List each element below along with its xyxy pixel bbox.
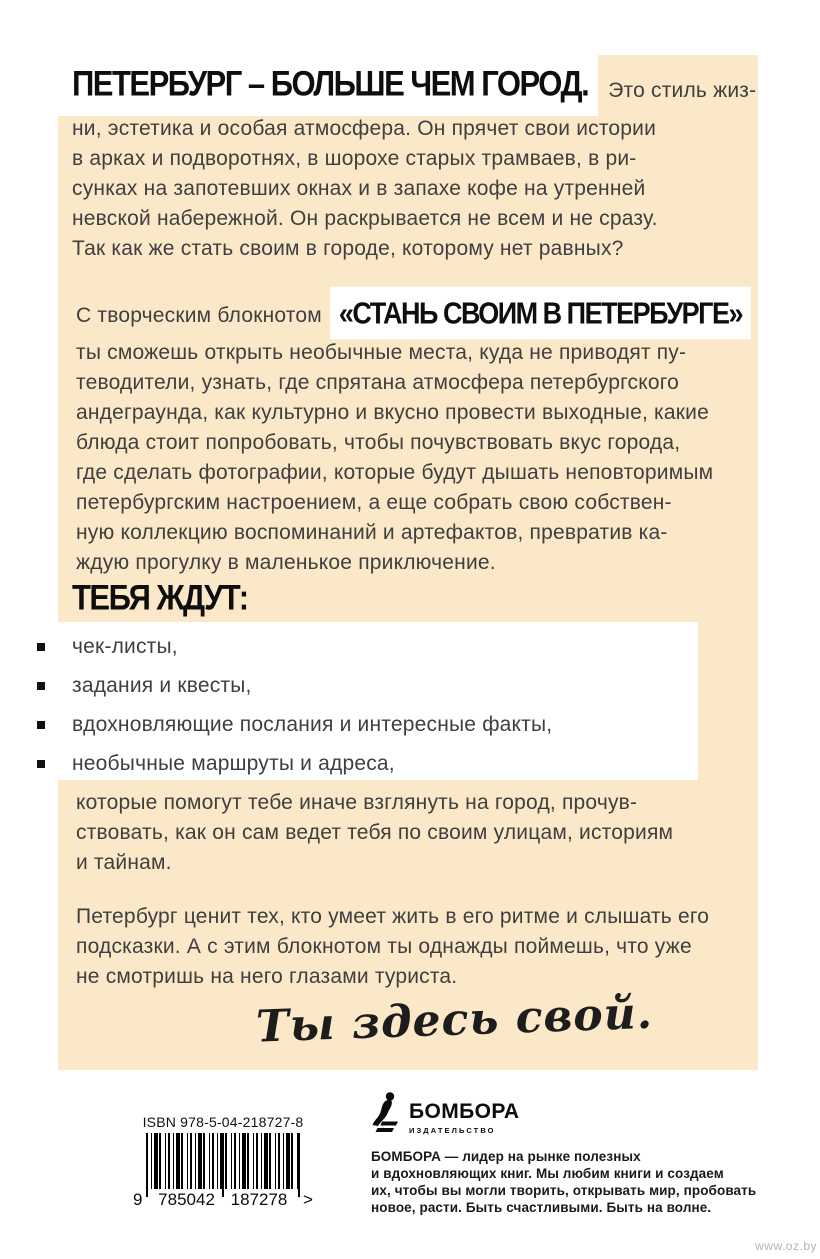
notebook-title-headline: «СТАНЬ СВОИМ В ПЕТЕРБУРГЕ»: [330, 287, 751, 339]
barcode: [146, 1133, 300, 1189]
intro-headline: ПЕТЕРБУРГ – БОЛЬШЕ ЧЕМ ГОРОД.: [58, 51, 598, 116]
p2-line: теводители, узнать, где спрятана атмосфера петербургского: [76, 371, 679, 394]
p2-line: блюда стоит попробовать, чтобы почувствовать вкус города,: [76, 431, 681, 454]
handwritten-tagline: Ты здесь свой.: [255, 987, 654, 1053]
p2-line: ную коллекцию воспоминаний и артефактов, превратив ка-: [76, 521, 668, 544]
barcode-group2: 187278: [230, 1190, 288, 1209]
p2-line: андеграунда, как культурно и вкусно провести выходные, какие: [76, 401, 709, 424]
list-item: [30, 705, 698, 744]
continuation-paragraph: [76, 788, 673, 878]
intro-line: сунках на запотевших окнах и в запахе кофе на утренней: [72, 177, 646, 200]
list-item-label: вдохновляющие послания и интересные факты,: [72, 712, 553, 736]
bullet-square-icon: [37, 760, 45, 768]
list-item-label: необычные маршруты и адреса,: [72, 751, 395, 775]
intro-line: в арках и подворотнях, в шорохе старых трамваев, в ри-: [72, 147, 637, 170]
bullet-square-icon: [37, 721, 45, 729]
barcode-guard-bar: [222, 1133, 224, 1197]
list-heading-wrap: [72, 577, 248, 618]
final-line: Петербург ценит тех, кто умеет жить в его ритме и слышать его: [76, 905, 710, 928]
intro-paragraph: [72, 114, 658, 264]
list-item-label: задания и квесты,: [72, 673, 252, 697]
publisher-block: [371, 1092, 757, 1216]
final-paragraph: [76, 902, 709, 992]
cont-line: и тайнам.: [76, 851, 172, 874]
cont-line: которые помогут тебе иначе взглянуть на город, прочув-: [76, 791, 638, 814]
final-line: подсказки. А с этим блокнотом ты однажды поймешь, что уже: [76, 935, 692, 958]
oz-by-watermark: www.oz.by: [755, 1239, 817, 1253]
list-item: [30, 627, 698, 666]
list-heading: ТЕБЯ ЖДУТ:: [72, 577, 248, 618]
barcode-group1: 785042: [158, 1190, 215, 1209]
intro-first-line: [58, 55, 756, 112]
final-line: не смотришь на него глазами туриста.: [76, 965, 458, 988]
publisher-description-line: их, чтобы вы могли творить, открывать мир, пробовать: [371, 1183, 757, 1198]
p2-lead-text: С творческим блокнотом: [76, 304, 322, 327]
publisher-description-line: и вдохновляющих книг. Мы любим книги и создаем: [371, 1166, 724, 1181]
publisher-name: БОМБОРА: [409, 1100, 520, 1123]
bombora-wave-rider-icon: [371, 1092, 401, 1134]
isbn-barcode-block: [132, 1114, 314, 1210]
bullet-square-icon: [37, 643, 45, 651]
p2-line: где сделать фотографии, которые будут дышать неповторимым: [76, 461, 714, 484]
publisher-description-line: новое, расти. Быть счастливыми. Быть на волне.: [371, 1200, 712, 1215]
publisher-logo: [371, 1092, 751, 1135]
bullet-list: [30, 622, 698, 780]
publisher-description-line: БОМБОРА — лидер на рынке полезных: [371, 1149, 641, 1164]
publisher-subtitle: ИЗДАТЕЛЬСТВО: [409, 1126, 496, 1135]
cont-line: ствовать, как он сам ведет тебя по своим улицам, историям: [76, 821, 674, 844]
barcode-guard-bar: [146, 1133, 148, 1197]
notebook-title-line: [76, 290, 751, 336]
isbn-label: ISBN 978-5-04-218727-8: [142, 1114, 304, 1130]
list-item: [30, 666, 698, 705]
p2-paragraph: [76, 338, 713, 578]
barcode-arrow: >: [303, 1190, 313, 1209]
p2-line: ждую прогулку в маленькое приключение.: [76, 551, 496, 574]
list-item: [30, 744, 698, 783]
intro-lead-text: Это стиль жиз-: [608, 78, 757, 102]
intro-line: Так как же стать своим в городе, которому нет равных?: [72, 237, 624, 260]
bullet-square-icon: [37, 682, 45, 690]
intro-line: ни, эстетика и особая атмосфера. Он прячет свои истории: [72, 117, 657, 140]
intro-line: невской набережной. Он раскрывается не всем и не сразу.: [72, 207, 658, 230]
publisher-description: [371, 1148, 757, 1216]
barcode-guard-bar: [298, 1133, 300, 1197]
p2-line: петербургским настроением, а еще собрать свою собствен-: [76, 491, 672, 514]
barcode-first-digit: 9: [133, 1190, 143, 1209]
p2-line: ты сможешь открыть необычные места, куда не приводят пу-: [76, 341, 687, 364]
list-item-label: чек-листы,: [72, 634, 178, 658]
